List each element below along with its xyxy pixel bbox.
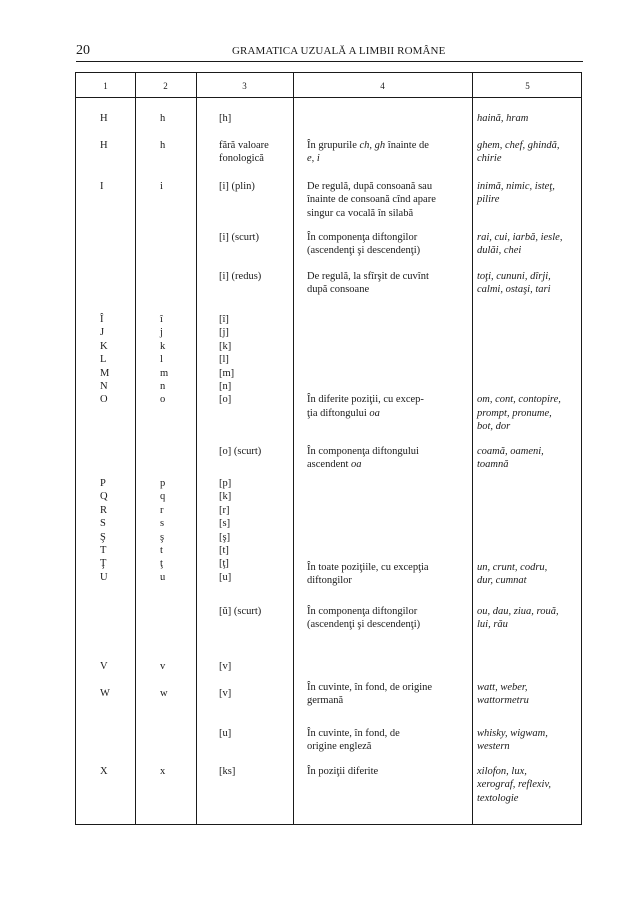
text-fragment: În toate poziţiile, cu excepţia bbox=[307, 562, 429, 573]
group-a-uppercase-line: J bbox=[100, 327, 105, 339]
w-examples-line: watt, weber, bbox=[477, 682, 528, 693]
w-u-examples-line: whisky, wigwam, bbox=[477, 728, 548, 739]
text-fragment: De regulă, după consoană sau bbox=[307, 181, 433, 192]
text-fragment: singur ca vocală în silabă bbox=[307, 207, 414, 219]
italic-fragment: ch, gh bbox=[359, 140, 386, 151]
row-4-context-line bbox=[307, 283, 429, 296]
row-1-sound bbox=[219, 139, 269, 166]
text-fragment: ascendent bbox=[307, 459, 352, 471]
group-b-lowercase-line: r bbox=[160, 504, 164, 516]
u-context bbox=[307, 561, 429, 588]
group-a-sounds-line: [m] bbox=[219, 367, 235, 379]
v-sound bbox=[219, 660, 231, 673]
w-u-examples-line: western bbox=[477, 741, 510, 753]
v-lowercase bbox=[160, 660, 165, 673]
o-short-sound bbox=[219, 445, 261, 458]
group-b-uppercase-line: Ţ bbox=[100, 558, 107, 570]
x-examples-line: textologie bbox=[477, 792, 519, 804]
row-3-context-line bbox=[307, 231, 420, 244]
text-fragment: înainte de consoană cînd apare bbox=[307, 194, 436, 206]
row-4-sound bbox=[219, 270, 261, 283]
group-a-sounds-line: [j] bbox=[219, 327, 229, 339]
group-a-uppercase bbox=[100, 313, 109, 407]
u-context-line bbox=[307, 574, 429, 587]
o-context bbox=[307, 393, 424, 420]
x-lowercase-line: x bbox=[160, 766, 166, 777]
column-number-1: 1 bbox=[103, 81, 108, 91]
row-2-examples bbox=[477, 180, 555, 207]
x-lowercase bbox=[160, 765, 165, 778]
o-context-line bbox=[307, 393, 424, 406]
row-1-uppercase bbox=[100, 139, 108, 152]
text-fragment: germană bbox=[307, 695, 344, 707]
row-2-uppercase-line: I bbox=[100, 181, 104, 192]
u-short-examples bbox=[477, 605, 559, 632]
row-2-examples-line: inimă, nimic, isteţ, bbox=[477, 181, 555, 192]
row-3-context bbox=[307, 231, 420, 258]
v-uppercase bbox=[100, 660, 108, 673]
u-examples-line: dur, cumnat bbox=[477, 575, 527, 587]
row-4-sound-line: [i] (redus) bbox=[219, 271, 262, 282]
group-a-sounds-line: [o] bbox=[219, 394, 232, 406]
group-b-sounds-line: [t] bbox=[219, 545, 229, 557]
group-a-lowercase-line: î bbox=[160, 314, 163, 325]
group-a-uppercase-line: M bbox=[100, 367, 110, 379]
x-sound-line: [ks] bbox=[219, 766, 236, 777]
row-1-sound-line: fonologică bbox=[219, 153, 264, 165]
text-fragment: (ascendenţi şi descendenţi) bbox=[307, 619, 421, 631]
o-short-context-line bbox=[307, 445, 419, 458]
x-examples-line: xilofon, lux, bbox=[477, 766, 527, 777]
text-fragment: diftongilor bbox=[307, 575, 352, 587]
row-1-lowercase-line: h bbox=[160, 140, 166, 151]
u-examples-line: un, crunt, codru, bbox=[477, 562, 548, 573]
group-a-sounds-line: [n] bbox=[219, 381, 232, 393]
o-examples bbox=[477, 393, 561, 433]
o-short-context-line bbox=[307, 458, 419, 471]
o-short-context bbox=[307, 445, 419, 472]
row-2-context bbox=[307, 180, 436, 220]
row-1-context-line bbox=[307, 139, 429, 152]
u-short-sound bbox=[219, 605, 261, 618]
row-2-examples-line: pilire bbox=[477, 194, 500, 206]
u-short-examples-line: ou, dau, ziua, rouă, bbox=[477, 606, 559, 617]
text-fragment: ţia diftongului bbox=[307, 407, 370, 419]
group-a-sounds bbox=[219, 313, 234, 407]
row-0-lowercase bbox=[160, 112, 165, 125]
o-short-examples bbox=[477, 445, 544, 472]
x-examples bbox=[477, 765, 551, 805]
running-title: GRAMATICA UZUALĂ A LIMBII ROMÂNE bbox=[232, 45, 446, 57]
group-b-lowercase-line: t bbox=[160, 545, 163, 557]
text-fragment: În cuvinte, în fond, de origine bbox=[307, 682, 433, 693]
row-3-sound bbox=[219, 231, 259, 244]
header-rule bbox=[76, 61, 583, 62]
row-0-examples-line: haină, hram bbox=[477, 113, 529, 124]
u-short-context-line bbox=[307, 605, 420, 618]
group-b-sounds-line: [ş] bbox=[219, 531, 231, 543]
column-number-2: 2 bbox=[163, 81, 168, 91]
w-u-sound bbox=[219, 727, 231, 740]
text-fragment: În componenţa diftongilor bbox=[307, 232, 418, 243]
row-3-examples-line: rai, cui, iarbă, iesle, bbox=[477, 232, 563, 243]
w-lowercase bbox=[160, 687, 168, 700]
group-a-lowercase-line: k bbox=[160, 340, 166, 352]
page-number: 20 bbox=[76, 43, 90, 58]
group-b-uppercase-line: P bbox=[100, 478, 106, 489]
column-header-separator bbox=[76, 97, 581, 98]
x-examples-line: xerograf, reflexiv, bbox=[477, 779, 551, 791]
u-short-examples-line: lui, rău bbox=[477, 619, 508, 631]
w-context-line bbox=[307, 681, 432, 694]
group-a-uppercase-line: Î bbox=[100, 314, 104, 325]
text-fragment: înainte de bbox=[385, 140, 429, 151]
column-number-5: 5 bbox=[525, 81, 530, 91]
italic-fragment: oa bbox=[351, 459, 362, 471]
row-4-examples-line: toţi, cununi, dîrji, bbox=[477, 271, 551, 282]
row-3-sound-line: [i] (scurt) bbox=[219, 232, 259, 243]
row-0-sound-line: [h] bbox=[219, 113, 232, 124]
w-u-examples bbox=[477, 727, 548, 754]
text-fragment: În diferite poziţii, cu excep- bbox=[307, 394, 424, 406]
u-short-context bbox=[307, 605, 420, 632]
column-divider-4 bbox=[472, 73, 473, 824]
group-b-sounds-line: [p] bbox=[219, 478, 232, 489]
group-b-lowercase-line: ţ bbox=[160, 558, 163, 570]
row-2-sound-line: [i] (plin) bbox=[219, 181, 255, 192]
group-b-lowercase bbox=[160, 477, 165, 584]
group-b-uppercase-line: S bbox=[100, 518, 106, 530]
row-2-context-line bbox=[307, 193, 436, 206]
x-context-line bbox=[307, 765, 378, 778]
italic-fragment: e, i bbox=[307, 153, 320, 165]
group-a-sounds-line: [î] bbox=[219, 314, 229, 325]
group-b-sounds-line: [ţ] bbox=[219, 558, 229, 570]
w-sound bbox=[219, 687, 231, 700]
row-4-examples-line: calmi, ostaşi, tari bbox=[477, 284, 551, 296]
group-b-sounds-line: [k] bbox=[219, 491, 232, 503]
group-a-lowercase-line: l bbox=[160, 354, 163, 366]
o-short-examples-line: toamnă bbox=[477, 459, 509, 471]
row-2-context-line bbox=[307, 180, 436, 193]
w-context-line bbox=[307, 694, 432, 707]
text-fragment: În poziţii diferite bbox=[307, 766, 379, 777]
o-examples-line: bot, dor bbox=[477, 421, 511, 433]
o-context-line bbox=[307, 407, 424, 420]
group-b-lowercase-line: p bbox=[160, 478, 166, 489]
text-fragment: De regulă, la sfîrşit de cuvînt bbox=[307, 271, 429, 282]
o-short-examples-line: coamă, oameni, bbox=[477, 446, 544, 457]
row-2-lowercase-line: i bbox=[160, 181, 163, 192]
group-a-lowercase-line: m bbox=[160, 367, 169, 379]
row-2-uppercase bbox=[100, 180, 104, 193]
u-short-sound-line: [ŭ] (scurt) bbox=[219, 606, 262, 617]
w-lowercase-line: w bbox=[160, 688, 168, 699]
row-4-examples bbox=[477, 270, 551, 297]
column-divider-1 bbox=[135, 73, 136, 824]
row-1-uppercase-line: H bbox=[100, 140, 108, 151]
group-b-sounds bbox=[219, 477, 231, 584]
row-2-sound bbox=[219, 180, 255, 193]
group-b-sounds-line: [s] bbox=[219, 518, 231, 530]
group-b-lowercase-line: u bbox=[160, 571, 166, 583]
column-number-3: 3 bbox=[242, 81, 247, 91]
group-b-lowercase-line: s bbox=[160, 518, 165, 530]
v-lowercase-line: v bbox=[160, 661, 166, 672]
w-u-context-line bbox=[307, 740, 400, 753]
w-examples bbox=[477, 681, 529, 708]
group-a-uppercase-line: L bbox=[100, 354, 107, 366]
o-examples-line: om, cont, contopire, bbox=[477, 394, 561, 406]
v-sound-line: [v] bbox=[219, 661, 232, 672]
group-a-lowercase bbox=[160, 313, 168, 407]
row-4-context bbox=[307, 270, 429, 297]
group-a-uppercase-line: O bbox=[100, 394, 108, 406]
group-b-sounds-line: [u] bbox=[219, 571, 232, 583]
row-4-context-line bbox=[307, 270, 429, 283]
row-2-lowercase bbox=[160, 180, 163, 193]
w-uppercase bbox=[100, 687, 110, 700]
x-sound bbox=[219, 765, 235, 778]
row-0-uppercase bbox=[100, 112, 108, 125]
group-b-lowercase-line: q bbox=[160, 491, 166, 503]
column-divider-2 bbox=[196, 73, 197, 824]
group-a-lowercase-line: n bbox=[160, 381, 166, 393]
column-divider-3 bbox=[293, 73, 294, 824]
row-0-sound bbox=[219, 112, 231, 125]
text-fragment: În cuvinte, în fond, de bbox=[307, 728, 400, 739]
group-b-uppercase-line: T bbox=[100, 545, 107, 557]
x-uppercase-line: X bbox=[100, 766, 108, 777]
w-u-context-line bbox=[307, 727, 400, 740]
group-a-sounds-line: [l] bbox=[219, 354, 229, 366]
row-3-examples bbox=[477, 231, 562, 258]
row-1-sound-line: fără valoare bbox=[219, 140, 269, 151]
row-3-context-line bbox=[307, 244, 420, 257]
group-b-uppercase-line: Q bbox=[100, 491, 108, 503]
group-a-uppercase-line: N bbox=[100, 381, 108, 393]
x-context bbox=[307, 765, 378, 778]
text-fragment: În componenţa diftongului bbox=[307, 446, 419, 457]
text-fragment: În componenţa diftongilor bbox=[307, 606, 418, 617]
group-b-lowercase-line: ş bbox=[160, 531, 165, 543]
group-a-lowercase-line: o bbox=[160, 394, 166, 406]
row-1-examples-line: chirie bbox=[477, 153, 502, 165]
u-context-line bbox=[307, 561, 429, 574]
row-0-uppercase-line: H bbox=[100, 113, 108, 124]
text-fragment: origine engleză bbox=[307, 741, 372, 753]
w-u-sound-line: [u] bbox=[219, 728, 232, 739]
text-fragment: În grupurile bbox=[307, 140, 360, 151]
v-uppercase-line: V bbox=[100, 661, 108, 672]
row-1-context-line bbox=[307, 152, 429, 165]
group-a-sounds-line: [k] bbox=[219, 340, 232, 352]
group-a-uppercase-line: K bbox=[100, 340, 108, 352]
w-context bbox=[307, 681, 432, 708]
group-a-lowercase-line: j bbox=[160, 327, 163, 339]
group-b-uppercase-line: Ş bbox=[100, 531, 106, 543]
row-1-examples bbox=[477, 139, 560, 166]
w-sound-line: [v] bbox=[219, 688, 232, 699]
text-fragment: (ascendenţi şi descendenţi) bbox=[307, 245, 421, 257]
group-b-uppercase-line: R bbox=[100, 504, 108, 516]
w-examples-line: wattormetru bbox=[477, 695, 529, 707]
w-uppercase-line: W bbox=[100, 688, 110, 699]
u-examples bbox=[477, 561, 547, 588]
w-u-context bbox=[307, 727, 400, 754]
column-number-4: 4 bbox=[380, 81, 385, 91]
text-fragment: după consoane bbox=[307, 284, 370, 296]
row-1-lowercase bbox=[160, 139, 165, 152]
x-uppercase bbox=[100, 765, 108, 778]
group-b-uppercase bbox=[100, 477, 108, 584]
row-0-examples bbox=[477, 112, 528, 125]
u-short-context-line bbox=[307, 618, 420, 631]
group-b-uppercase-line: U bbox=[100, 571, 108, 583]
italic-fragment: oa bbox=[369, 407, 380, 419]
row-2-context-line bbox=[307, 207, 436, 220]
row-1-examples-line: ghem, chef, ghindă, bbox=[477, 140, 560, 151]
o-examples-line: prompt, pronume, bbox=[477, 407, 552, 419]
row-0-lowercase-line: h bbox=[160, 113, 166, 124]
row-1-context bbox=[307, 139, 429, 166]
o-short-sound-line: [o] (scurt) bbox=[219, 446, 262, 457]
group-b-sounds-line: [r] bbox=[219, 504, 230, 516]
row-3-examples-line: dulăi, chei bbox=[477, 245, 522, 257]
